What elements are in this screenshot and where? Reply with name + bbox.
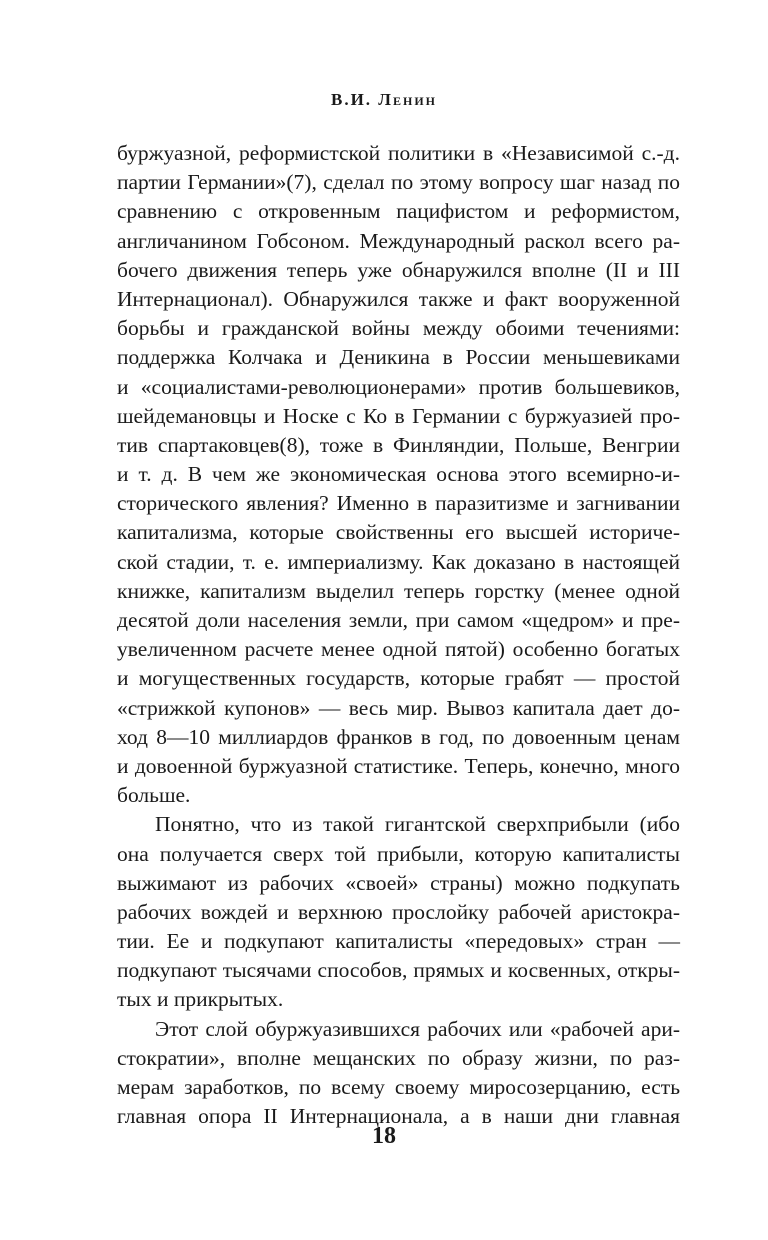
text-line: главная опора II Интернационала, а в наши дни главная (117, 1104, 680, 1129)
text-line: стократии», вполне мещанских по образу жизни, по раз- (117, 1045, 680, 1070)
text-line: ход 8—10 миллиардов франков в год, по довоенным ценам (117, 724, 680, 749)
text-line: увеличенном расчете менее одной пятой) особенно богатых (117, 637, 680, 662)
text-line: и могущественных государств, которые грабят — простой (117, 666, 680, 691)
text-line: тых и прикрытых. (117, 987, 284, 1012)
text-line: англичанином Гобсоном. Международный раскол всего ра- (117, 228, 680, 253)
text-line: Интернационал). Обнаружился также и факт вооруженной (117, 286, 680, 311)
text-line: Понятно, что из такой гигантской сверхприбыли (ибо (155, 812, 680, 837)
text-line: мерам заработков, по всему своему миросозерцанию, есть (117, 1075, 680, 1099)
text-line: десятой доли населения земли, при самом «щедром» и пре- (117, 608, 680, 632)
text-line: выжимают из рабочих «своей» страны) можно подкупать (117, 870, 680, 895)
text-line: больше. (117, 783, 191, 808)
text-line: тив спартаковцев(8), тоже в Финляндии, Польше, Венгрии (117, 432, 680, 457)
text-line: она получается сверх той прибыли, которую капиталисты (117, 841, 680, 866)
text-line: «стрижкой купонов» — весь мир. Вывоз капитала дает до- (117, 695, 680, 720)
text-line: ской стадии, т. е. империализму. Как доказано в настоящей (117, 549, 680, 574)
text-line: партии Германии»(7), сделал по этому вопросу шаг назад по (117, 170, 680, 195)
text-line: книжке, капитализм выделил теперь горстку (менее одной (117, 578, 680, 603)
text-line: поддержка Колчака и Деникина в России меньшевиками (117, 345, 680, 370)
text-line: буржуазной, реформистской политики в «Независимой с.-д. (117, 141, 680, 165)
text-line: и т. д. В чем же экономическая основа этого всемирно-и- (117, 462, 680, 487)
text-line: Этот слой обуржуазившихся рабочих или «рабочей ари- (155, 1016, 680, 1041)
text-line: капитализма, которые свойственны его высшей историче- (117, 520, 680, 545)
text-line: сторического явления? Именно в паразитизме и загнивании (117, 491, 680, 516)
text-line: борьбы и гражданской войны между обоими течениями: (117, 316, 680, 341)
text-line: шейдемановцы и Носке с Ко в Германии с буржуазией про- (117, 403, 680, 428)
text-line: и довоенной буржуазной статистике. Теперь, конечно, много (117, 753, 680, 778)
text-line: подкупают тысячами способов, прямых и косвенных, откры- (117, 958, 680, 983)
text-line: тии. Ее и подкупают капиталисты «передовых» стран — (117, 929, 680, 954)
text-line: и «социалистами-революционерами» против большевиков, (117, 374, 680, 399)
page-number: 18 (372, 1123, 396, 1149)
running-head: В.И. Ленин (331, 90, 437, 109)
text-line: рабочих вождей и верхнюю прослойку рабочей аристокра- (117, 899, 680, 924)
text-line: сравнению с откровенным пацифистом и реформистом, (117, 199, 680, 224)
body-text (117, 139, 680, 1131)
text-line: бочего движения теперь уже обнаружился вполне (II и III (117, 257, 680, 282)
